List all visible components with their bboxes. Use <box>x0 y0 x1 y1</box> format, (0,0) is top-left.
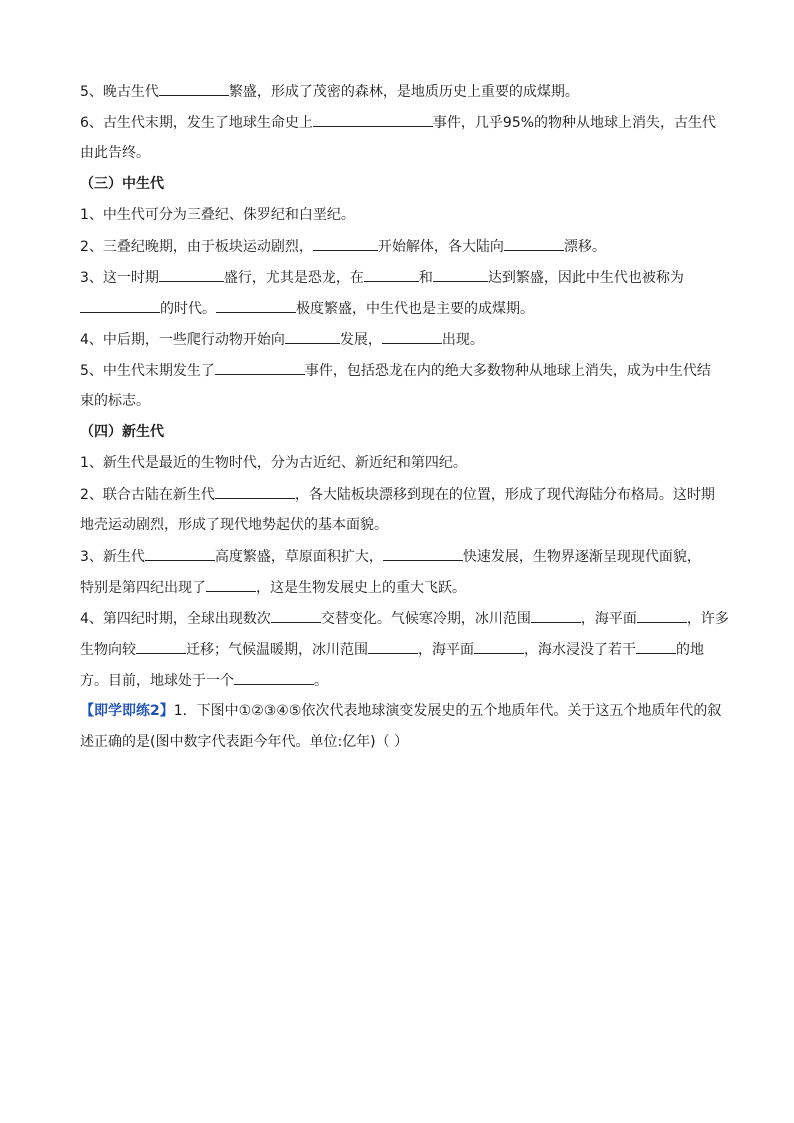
answer-blank[interactable] <box>313 235 378 251</box>
answer-blank[interactable] <box>637 607 687 623</box>
cenozoic-item-1: 1、新生代是最近的生物时代，分为古近纪、新近纪和第四纪。 <box>80 455 467 471</box>
answer-blank[interactable] <box>368 638 418 654</box>
cenozoic-item-4-cont: 生物向较 迁移；气候温暖期，冰川范围 ，海平面 ，海水浸没了若干 的地 <box>80 638 720 669</box>
answer-blank[interactable] <box>364 266 419 282</box>
worksheet-page <box>80 80 729 762</box>
answer-blank[interactable] <box>531 607 581 623</box>
paleozoic-item-6-cont: 由此告终。 <box>80 145 150 161</box>
cenozoic-item-2-cont: 地壳运动剧烈，形成了现代地势起伏的基本面貌。 <box>80 517 388 533</box>
answer-blank[interactable] <box>80 297 160 313</box>
answer-blank[interactable] <box>474 638 524 654</box>
cenozoic-item-3: 3、新生代 高度繁盛，草原面积扩大， 快速发展，生物界逐渐呈现现代面貌， <box>80 545 720 576</box>
section-heading-mesozoic: （三）中生代 <box>80 176 164 192</box>
answer-blank[interactable] <box>145 545 215 561</box>
cenozoic-item-4: 4、第四纪时期，全球出现数次 交替变化。气候寒冷期，冰川范围 ，海平面 ，许多 <box>80 607 720 638</box>
answer-blank[interactable] <box>136 638 186 654</box>
mesozoic-item-5: 5、中生代末期发生了 事件，包括恐龙在内的绝大多数物种从地球上消失，成为中生代结 <box>80 359 720 390</box>
answer-blank[interactable] <box>504 235 564 251</box>
mesozoic-item-3-cont: 的时代。 极度繁盛，中生代也是主要的成煤期。 <box>80 297 720 328</box>
mesozoic-item-1: 1、中生代可分为三叠纪、侏罗纪和白垩纪。 <box>80 207 355 223</box>
answer-blank[interactable] <box>271 607 321 623</box>
mesozoic-item-3: 3、这一时期 盛行，尤其是恐龙，在 和 达到繁盛，因此中生代也被称为 <box>80 266 720 297</box>
cenozoic-item-4-cont2: 方。目前，地球处于一个 。 <box>80 669 720 700</box>
section-heading-cenozoic: （四）新生代 <box>80 424 164 440</box>
cenozoic-item-2: 2、联合古陆在新生代 ，各大陆板块漂移到现在的位置，形成了现代海陆分布格局。这时期 <box>80 483 720 514</box>
practice-question-1: 【即学即练2】1．下图中①②③④⑤依次代表地球演变发展史的五个地质年代。关于这五个地质年代的叙 <box>80 703 722 719</box>
answer-blank[interactable] <box>206 576 256 592</box>
answer-blank[interactable] <box>313 111 433 127</box>
answer-blank[interactable] <box>383 545 463 561</box>
answer-blank[interactable] <box>433 266 488 282</box>
answer-blank[interactable] <box>215 483 295 499</box>
mesozoic-item-2: 2、三叠纪晚期，由于板块运动剧烈， 开始解体，各大陆向 漂移。 <box>80 235 720 266</box>
mesozoic-item-5-cont: 束的标志。 <box>80 393 150 409</box>
cenozoic-item-3-cont: 特别是第四纪出现了 ，这是生物发展史上的重大飞跃。 <box>80 576 720 607</box>
mesozoic-item-4: 4、中后期，一些爬行动物开始向 发展， 出现。 <box>80 328 720 359</box>
answer-blank[interactable] <box>285 328 340 344</box>
answer-blank[interactable] <box>215 359 305 375</box>
answer-blank[interactable] <box>636 638 676 654</box>
answer-blank[interactable] <box>234 669 314 685</box>
practice-question-1-cont: 述正确的是(图中数字代表距今年代。单位:亿年)（ ） <box>80 734 409 750</box>
answer-blank[interactable] <box>382 328 442 344</box>
answer-blank[interactable] <box>159 266 224 282</box>
practice-tag: 【即学即练2】 <box>80 703 174 719</box>
answer-blank[interactable] <box>216 297 296 313</box>
paleozoic-item-6: 6、古生代末期，发生了地球生命史上 事件，几乎95%的物种从地球上消失，古生代 <box>80 111 720 142</box>
answer-blank[interactable] <box>159 80 229 96</box>
paleozoic-item-5: 5、晚古生代 繁盛，形成了茂密的森林，是地质历史上重要的成煤期。 <box>80 80 720 111</box>
